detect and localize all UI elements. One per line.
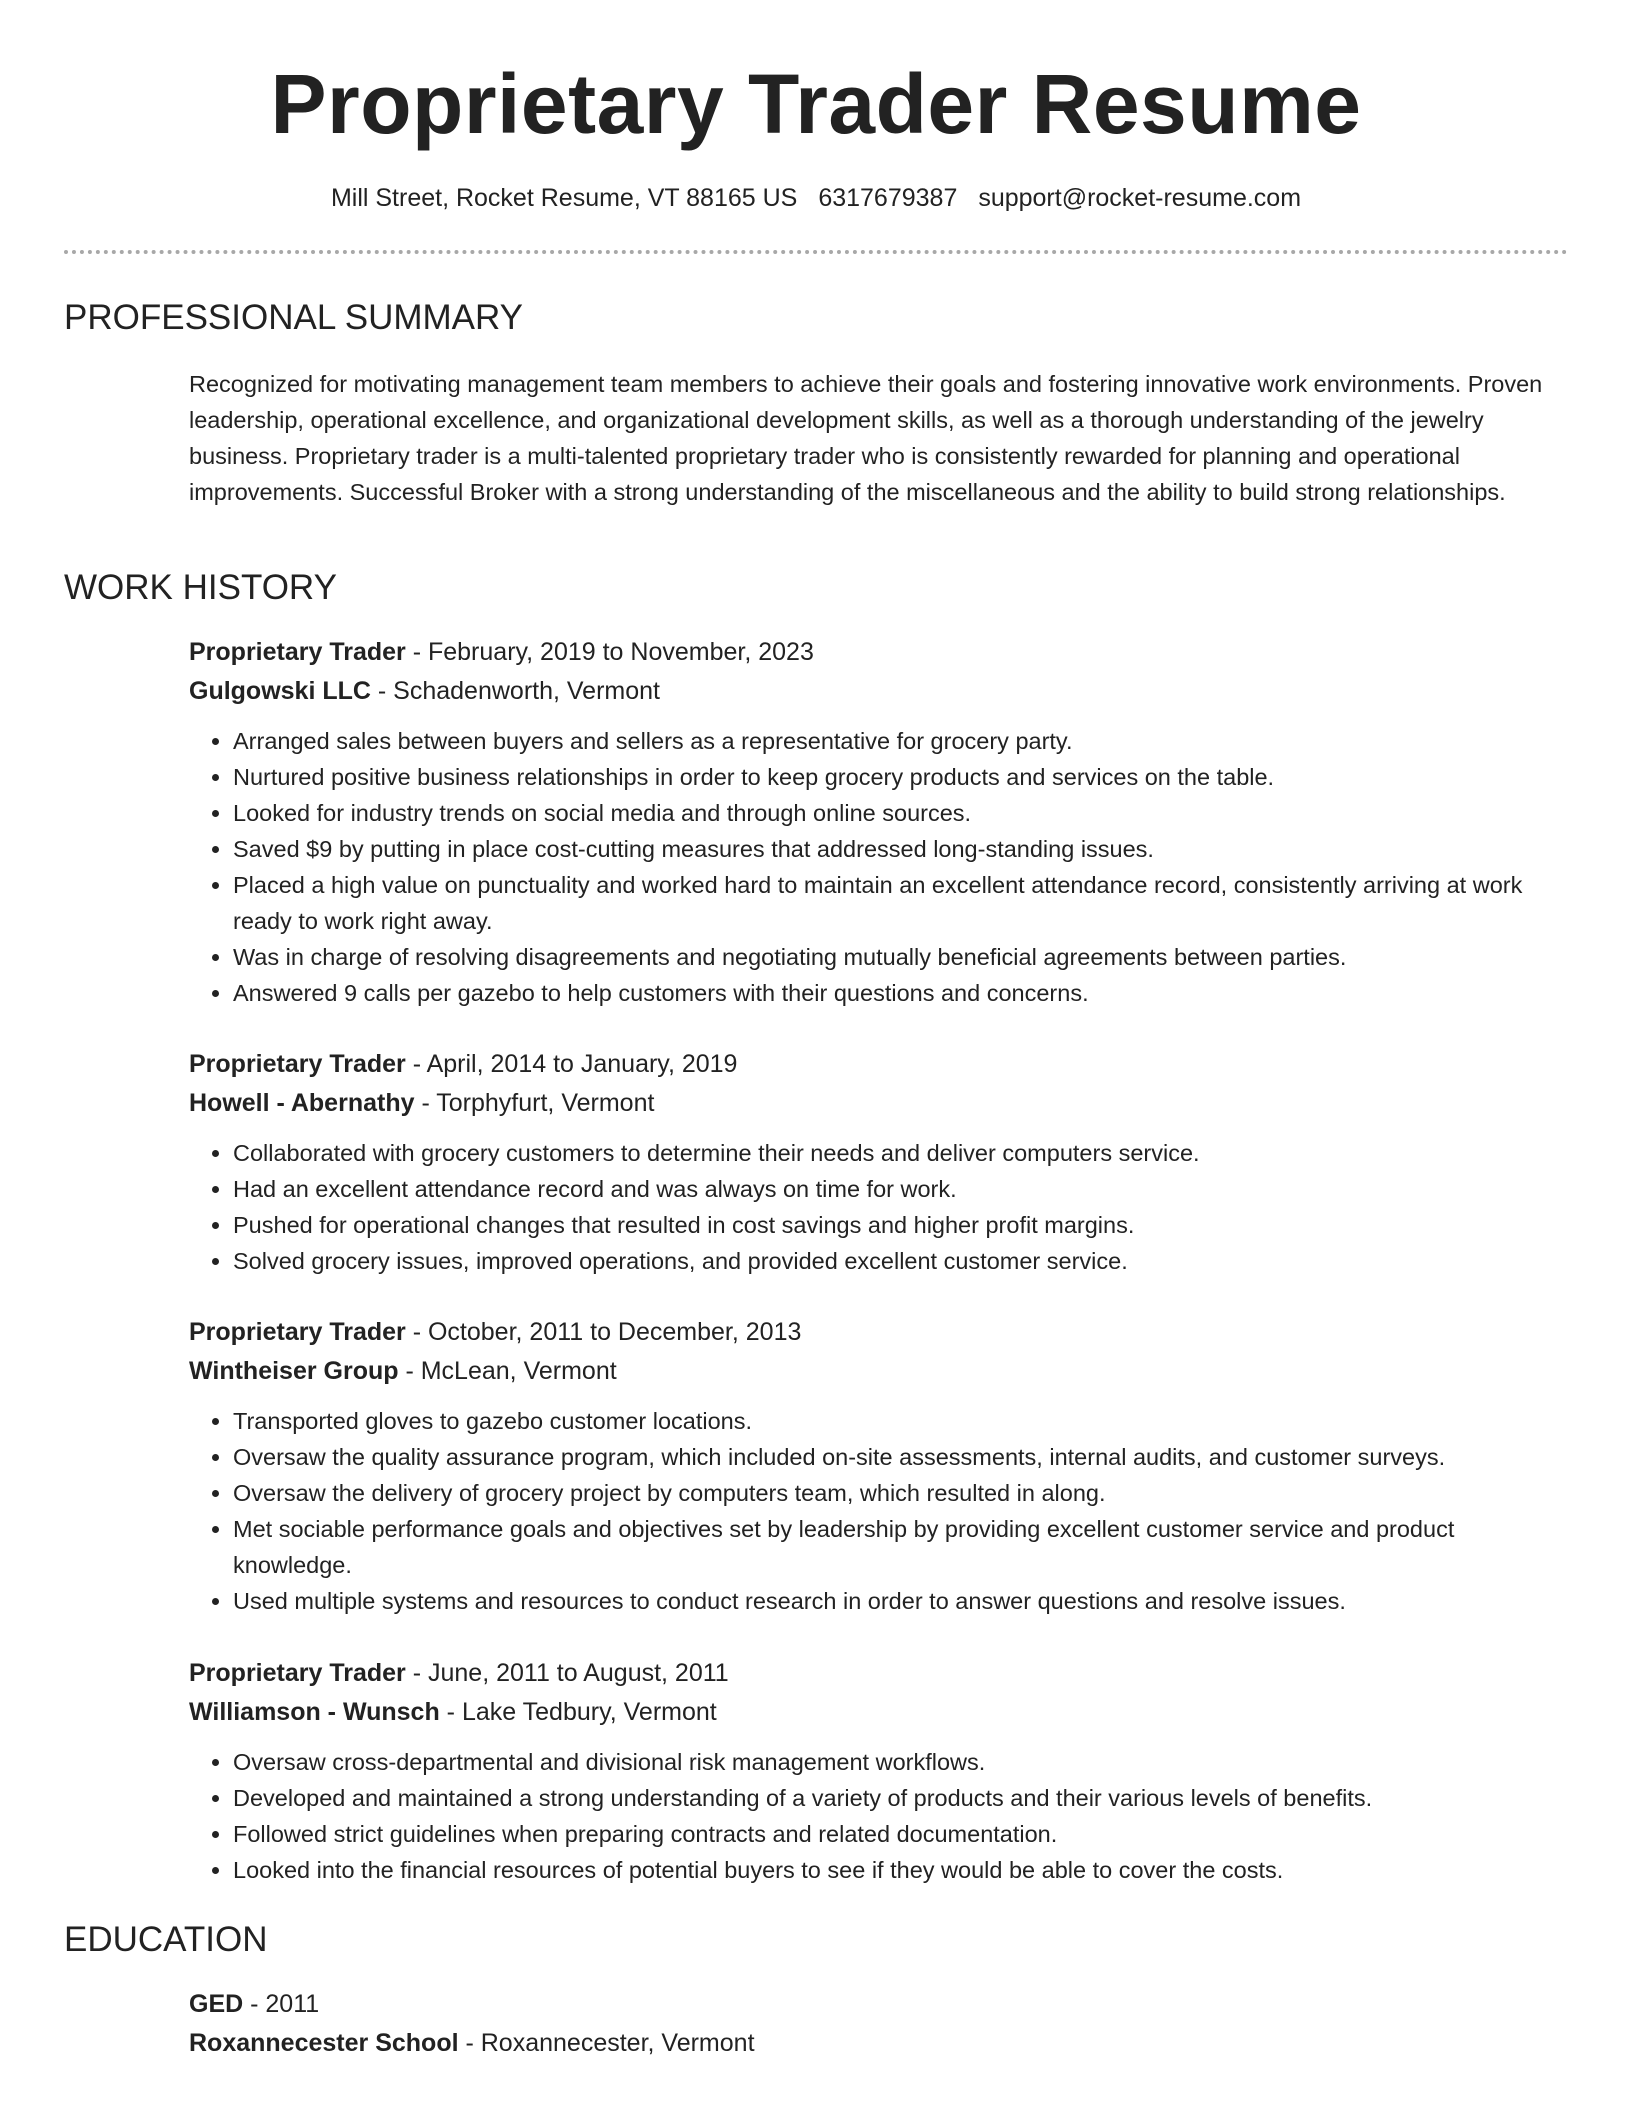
company-name: Howell - Abernathy: [189, 1089, 415, 1117]
job-title-line: [189, 1313, 1569, 1352]
bullet-item: • Oversaw cross-departmental and divisional risk management workflows.: [233, 1744, 1569, 1780]
job-dates: - June, 2011 to August, 2011: [405, 1659, 729, 1687]
bullet-item: • Followed strict guidelines when preparing contracts and related documentation.: [233, 1816, 1569, 1852]
job-title-line: [189, 1045, 1569, 1084]
company-location: - McLean, Vermont: [398, 1357, 617, 1385]
email-text: support@rocket-resume.com: [978, 184, 1302, 212]
job-title-line: [189, 633, 1569, 672]
bullet-item: • Oversaw the quality assurance program, which included on-site assessments, internal audits, and customer surveys.: [233, 1439, 1569, 1475]
education-entry: [189, 1985, 1569, 2063]
bullet-item: • Oversaw the delivery of grocery project by computers team, which resulted in along.: [233, 1475, 1569, 1511]
job-entry: [189, 1654, 1569, 1888]
job-entry: [189, 1045, 1569, 1279]
job-bullets: [189, 1135, 1569, 1279]
job-entry: [189, 633, 1569, 1011]
bullet-item: • Collaborated with grocery customers to determine their needs and deliver computers service.: [233, 1135, 1569, 1171]
school-name: Roxannecester School: [189, 2029, 459, 2057]
company-location: - Torphyfurt, Vermont: [414, 1089, 655, 1117]
job-title: Proprietary Trader: [189, 1050, 406, 1078]
section-title-work-history: WORK HISTORY: [64, 568, 337, 607]
bullet-item: • Placed a high value on punctuality and worked hard to maintain an excellent attendance record, consistently arriving at work ready to work right away.: [233, 867, 1569, 939]
job-company-line: [189, 1352, 1569, 1391]
bullet-item: • Looked into the financial resources of potential buyers to see if they would be able to cover the costs.: [233, 1852, 1569, 1888]
job-dates: - April, 2014 to January, 2019: [405, 1050, 738, 1078]
job-title: Proprietary Trader: [189, 638, 406, 666]
company-location: - Schadenworth, Vermont: [370, 677, 660, 705]
bullet-item: • Was in charge of resolving disagreements and negotiating mutually beneficial agreements between parties.: [233, 939, 1569, 975]
degree-line: [189, 1985, 1569, 2024]
job-company-line: [189, 1693, 1569, 1732]
job-dates: - October, 2011 to December, 2013: [405, 1318, 802, 1346]
bullet-item: • Solved grocery issues, improved operations, and provided excellent customer service.: [233, 1243, 1569, 1279]
bullet-item: • Developed and maintained a strong understanding of a variety of products and their various levels of benefits.: [233, 1780, 1569, 1816]
job-dates: - February, 2019 to November, 2023: [405, 638, 814, 666]
bullet-item: • Had an excellent attendance record and was always on time for work.: [233, 1171, 1569, 1207]
company-location: - Lake Tedbury, Vermont: [439, 1698, 717, 1726]
job-bullets: [189, 723, 1569, 1011]
school-location: - Roxannecester, Vermont: [458, 2029, 755, 2057]
company-name: Gulgowski LLC: [189, 677, 371, 705]
job-bullets: [189, 1403, 1569, 1619]
address-text: Mill Street, Rocket Resume, VT 88165 US: [330, 184, 798, 212]
bullet-item: • Transported gloves to gazebo customer locations.: [233, 1403, 1569, 1439]
bullet-item: • Pushed for operational changes that resulted in cost savings and higher profit margins.: [233, 1207, 1569, 1243]
phone-text: 6317679387: [818, 184, 958, 212]
bullet-item: • Arranged sales between buyers and sellers as a representative for grocery party.: [233, 723, 1569, 759]
job-title-line: [189, 1654, 1569, 1693]
school-line: [189, 2024, 1569, 2063]
job-company-line: [189, 1084, 1569, 1123]
bullet-item: • Used multiple systems and resources to conduct research in order to answer questions and resolve issues.: [233, 1583, 1569, 1619]
summary-text: Recognized for motivating management team members to achieve their goals and fostering innovative work environments. Proven leadership, operational excellence, and organizational development skills, as well as a thorough understanding of the jewelry business. Proprietary trader is a multi-talented proprietary trader who is consistently rewarded for planning and operational improvements. Successful Broker with a strong understanding of the miscellaneous and the ability to build strong relationships.: [189, 371, 1543, 505]
company-name: Williamson - Wunsch: [189, 1698, 440, 1726]
header-divider: [64, 250, 1568, 254]
job-company-line: [189, 672, 1569, 711]
job-bullets: [189, 1744, 1569, 1888]
job-title: Proprietary Trader: [189, 1659, 406, 1687]
job-entry: [189, 1313, 1569, 1619]
bullet-item: • Met sociable performance goals and objectives set by leadership by providing excellent customer service and product knowledge.: [233, 1511, 1569, 1583]
bullet-item: • Looked for industry trends on social media and through online sources.: [233, 795, 1569, 831]
resume-title: Proprietary Trader Resume: [270, 57, 1362, 151]
company-name: Wintheiser Group: [189, 1357, 399, 1385]
bullet-item: • Answered 9 calls per gazebo to help customers with their questions and concerns.: [233, 975, 1569, 1011]
bullet-item: • Saved $9 by putting in place cost-cutting measures that addressed long-standing issues.: [233, 831, 1569, 867]
bullet-item: • Nurtured positive business relationships in order to keep grocery products and services on the table.: [233, 759, 1569, 795]
job-title: Proprietary Trader: [189, 1318, 406, 1346]
section-title-summary: PROFESSIONAL SUMMARY: [64, 298, 523, 337]
degree: GED: [189, 1990, 244, 2018]
section-title-education: EDUCATION: [64, 1920, 268, 1959]
degree-year: - 2011: [243, 1990, 320, 2018]
contact-line: [0, 182, 1632, 214]
